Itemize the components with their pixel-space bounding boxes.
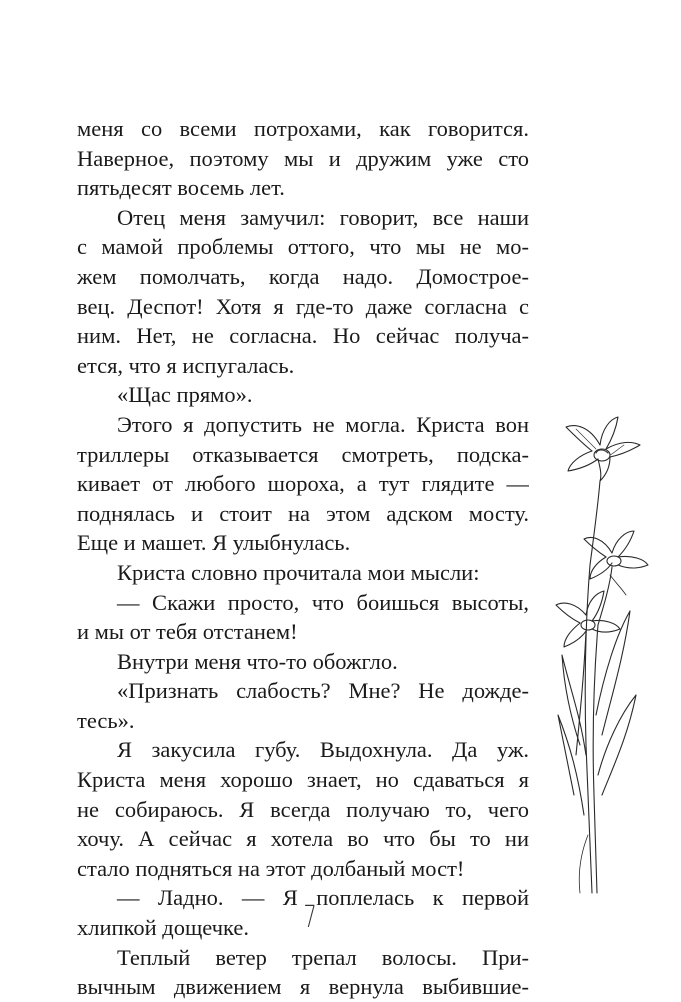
text-line: Я закусила губу. Выдохнула. Да уж.: [117, 737, 529, 763]
text-line: тесь».: [77, 707, 135, 733]
text-line: ется, что я испугалась.: [77, 352, 295, 378]
daffodil-flowers-icon: [540, 415, 680, 895]
body-text: [77, 114, 529, 1002]
text-line: хочу. А сейчас я хотела во что бы то ни: [77, 826, 529, 852]
text-line: Криста меня хорошо знает, но сдаваться я: [77, 767, 529, 793]
text-line: пятьдесят восемь лет.: [77, 175, 285, 201]
text-line: меня со всеми потрохами, как говорится.: [77, 116, 529, 141]
text-line: — Скажи просто, что боишься высоты,: [117, 589, 529, 615]
text-line: — Ладно. — Я поплелась к первой: [117, 885, 529, 911]
text-line: поднялась и стоит на этом адском мосту.: [77, 500, 529, 526]
text-line: жем помолчать, когда надо. Домострое-: [77, 263, 529, 289]
text-line: Внутри меня что-то обожгло.: [117, 648, 398, 674]
text-line: Криста словно прочитала мои мысли:: [117, 559, 480, 585]
text-line: хлипкой дощечке.: [77, 915, 250, 941]
text-line: стало подняться на этот долбаный мост!: [77, 855, 465, 881]
text-line: Отец меня замучил: говорит, все наши: [117, 204, 529, 230]
text-line: вычным движением я вернула выбившие-: [77, 974, 529, 1000]
text-line: и мы от тебя отстанем!: [77, 619, 298, 645]
text-line: вец. Деспот! Хотя я где-то даже согласна с: [77, 293, 529, 319]
text-line: Этого я допустить не могла. Криста вон: [117, 411, 529, 437]
text-line: ним. Нет, не согласна. Но сейчас получа-: [77, 323, 529, 349]
text-line: «Признать слабость? Мне? Не дожде-: [117, 678, 529, 704]
text-line: с мамой проблемы оттого, что мы не мо-: [77, 234, 529, 260]
text-line: триллеры отказывается смотреть, подска-: [77, 441, 529, 467]
text-line: кивает от любого шороха, а тут глядите —: [77, 471, 529, 497]
text-line: «Щас прямо».: [117, 382, 253, 408]
text-line: не собираюсь. Я всегда получаю то, чего: [77, 796, 529, 822]
text-line: Еще и машет. Я улыбнулась.: [77, 530, 351, 556]
page-number: 7: [303, 900, 317, 935]
text-line: Теплый ветер трепал волосы. При-: [117, 944, 529, 970]
text-line: Наверное, поэтому мы и дружим уже сто: [77, 145, 529, 171]
